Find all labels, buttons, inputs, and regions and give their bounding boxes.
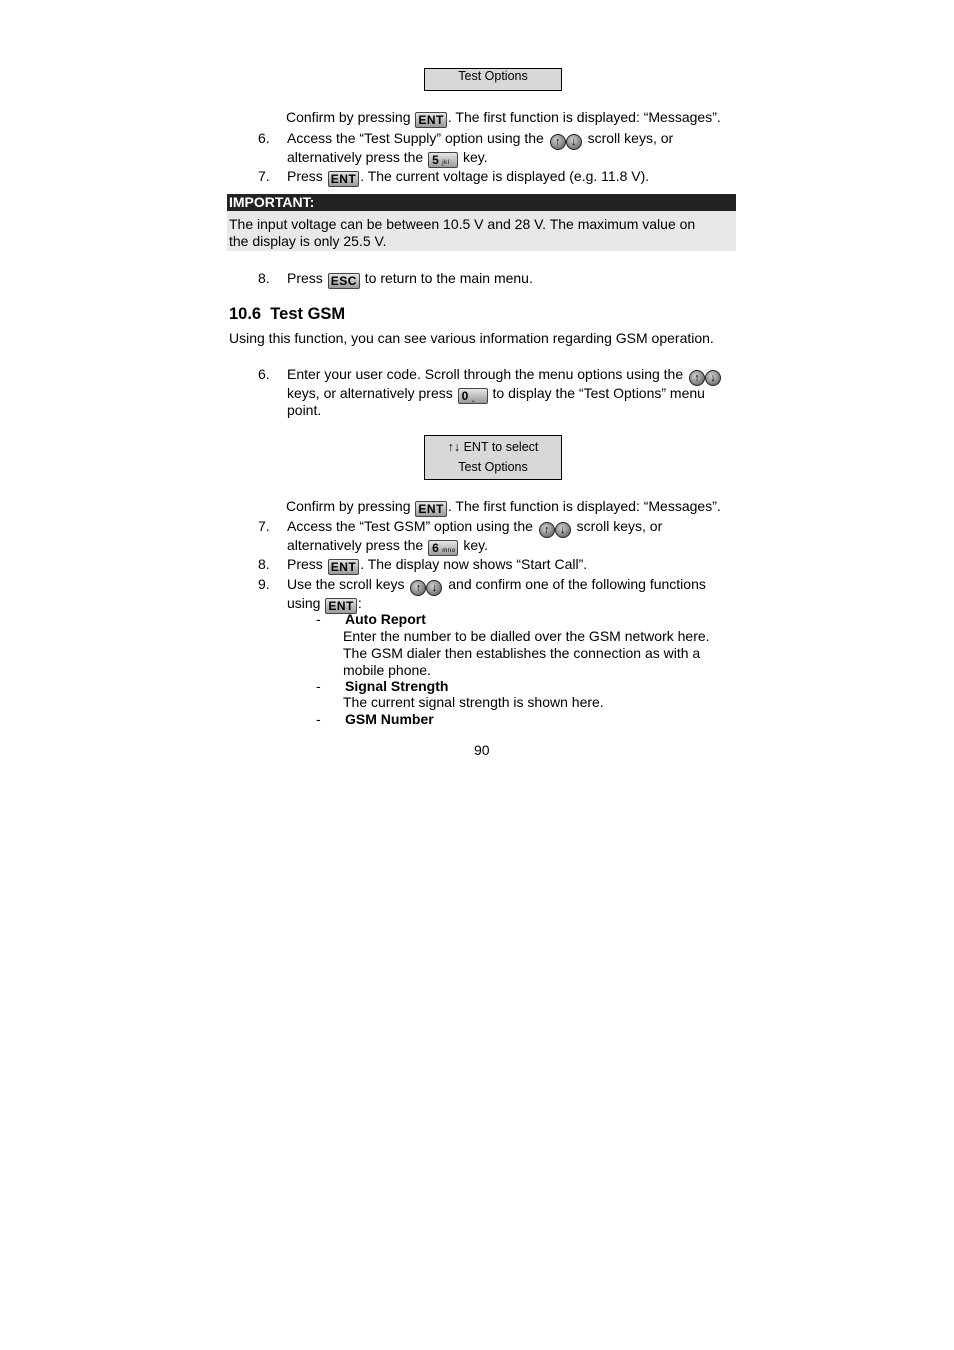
step-text: Press ESC to return to the main menu. [287, 270, 533, 288]
arrow-up-icon: ↑ [410, 580, 426, 596]
key-0-icon: 0 ⎵ [458, 388, 488, 404]
confirm-paragraph: Confirm by pressing ENT . The first function is displayed: “Messages”. [286, 109, 721, 127]
esc-key-icon: ESC [328, 273, 360, 289]
step-text: Access the “Test GSM” option using the ↑ ↓ scroll keys, or [287, 518, 663, 536]
step-number: 6. [258, 366, 270, 382]
function-item-desc: mobile phone. [343, 662, 431, 678]
function-item-dash: - [316, 611, 321, 627]
step-number: 8. [258, 270, 270, 286]
confirm-paragraph: Confirm by pressing ENT . The first function is displayed: “Messages”. [286, 498, 721, 516]
step-number: 8. [258, 556, 270, 572]
step-text: Use the scroll keys ↑ ↓ and confirm one of the following functions [287, 576, 706, 594]
step-text: using ENT : [287, 595, 362, 613]
function-item-desc: The current signal strength is shown here. [343, 694, 604, 710]
ent-key-icon: ENT [415, 112, 447, 128]
step-number: 9. [258, 576, 270, 592]
lcd-display-select [424, 435, 562, 480]
arrow-down-icon: ↓ [566, 134, 582, 150]
function-item-dash: - [316, 678, 321, 694]
arrow-down-icon: ↓ [705, 370, 721, 386]
scroll-keys-icon [410, 578, 442, 596]
lcd-line: Test Options [458, 69, 528, 83]
function-item-desc: Enter the number to be dialled over the GSM network here. [343, 628, 710, 644]
step-text: Access the “Test Supply” option using the ↑ ↓ scroll keys, or [287, 130, 674, 148]
section-intro: Using this function, you can see various information regarding GSM operation. [229, 330, 714, 346]
section-heading: 10.6 Test GSM [229, 305, 346, 323]
arrow-up-icon: ↑ [550, 134, 566, 150]
step-text: alternatively press the 5 jkl key. [287, 149, 488, 167]
key-5-icon: 5 jkl [428, 152, 458, 168]
scroll-keys-icon [539, 520, 571, 538]
function-item-name: Auto Report [345, 611, 426, 627]
step-text: point. [287, 402, 322, 418]
step-text: alternatively press the 6 mno key. [287, 537, 488, 555]
arrow-up-icon: ↑ [689, 370, 705, 386]
step-number: 6. [258, 130, 270, 146]
ent-key-icon: ENT [325, 598, 357, 614]
function-item-name: Signal Strength [345, 678, 449, 694]
key-6-icon: 6 mno [428, 540, 458, 556]
function-item-desc: The GSM dialer then establishes the connection as with a [343, 645, 701, 661]
important-heading: IMPORTANT: [227, 194, 736, 211]
scroll-keys-icon [550, 132, 582, 150]
ent-key-icon: ENT [328, 559, 360, 575]
step-number: 7. [258, 168, 270, 184]
ent-key-icon: ENT [415, 501, 447, 517]
step-text: keys, or alternatively press 0 ⎵ to display the “Test Options” menu [287, 385, 705, 403]
lcd-display-test-options [424, 68, 562, 91]
lcd-line: ↑↓ ENT to select [447, 440, 539, 454]
arrow-down-icon: ↓ [426, 580, 442, 596]
page-number: 90 [474, 742, 490, 758]
ent-key-icon: ENT [328, 171, 360, 187]
step-text: Press ENT . The display now shows “Start Call”. [287, 556, 588, 574]
lcd-line: Test Options [458, 460, 528, 474]
step-number: 7. [258, 518, 270, 534]
scroll-keys-icon [689, 368, 721, 386]
arrow-up-icon: ↑ [539, 522, 555, 538]
step-text: Press ENT . The current voltage is displayed (e.g. 11.8 V). [287, 168, 650, 186]
arrow-down-icon: ↓ [555, 522, 571, 538]
function-item-dash: - [316, 711, 321, 727]
step-text: Enter your user code. Scroll through the menu options using the ↑ ↓ [287, 366, 723, 386]
important-body: The input voltage can be between 10.5 V and 28 V. The maximum value on the display is only 25.5 V. [227, 211, 736, 251]
function-item-name: GSM Number [345, 711, 434, 727]
